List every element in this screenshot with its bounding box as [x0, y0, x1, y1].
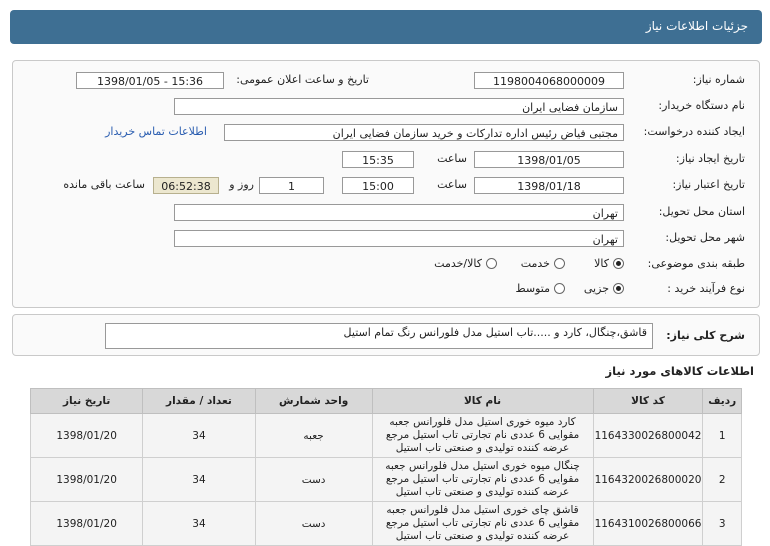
- cell-code: 1164330026800042: [593, 414, 703, 458]
- col-qty: تعداد / مقدار: [143, 389, 255, 414]
- need-number-field[interactable]: 1198004068000009: [474, 72, 624, 89]
- radio-selected-icon: [613, 283, 624, 294]
- cell-unit: دست: [255, 458, 372, 502]
- table-row[interactable]: [31, 458, 742, 502]
- category-option-goods[interactable]: کالا: [594, 257, 624, 270]
- cell-name: قاشق چای خوری استیل مدل فلورانس جعبه مقوایی 6 عددی نام تجارتی تاب استیل مرجع عرضه کننده تولیدی و صنعتی تاب استیل: [372, 502, 593, 546]
- validity-time-label: ساعت: [437, 178, 467, 191]
- cell-qty: 34: [143, 502, 255, 546]
- need-info-panel: [12, 60, 760, 308]
- cell-unit: دست: [255, 502, 372, 546]
- created-date-field[interactable]: 1398/01/05: [474, 151, 624, 168]
- items-table: [30, 388, 742, 546]
- cell-date: 1398/01/20: [31, 414, 143, 458]
- cell-unit: جعبه: [255, 414, 372, 458]
- col-row: ردیف: [703, 389, 742, 414]
- category-option-goods-service[interactable]: کالا/خدمت: [434, 257, 497, 270]
- table-row[interactable]: [31, 502, 742, 546]
- cell-qty: 34: [143, 414, 255, 458]
- summary-panel: [12, 314, 760, 356]
- radio-empty-icon: [554, 258, 565, 269]
- cell-code: 1164310026800066: [593, 502, 703, 546]
- process-option-medium[interactable]: متوسط: [515, 282, 565, 295]
- radio-selected-icon: [613, 258, 624, 269]
- process-option-minor[interactable]: جزیی: [584, 282, 624, 295]
- category-label: طبقه بندی موضوعی:: [647, 257, 745, 270]
- announce-label: تاریخ و ساعت اعلان عمومی:: [236, 73, 369, 86]
- cell-row: 1: [703, 414, 742, 458]
- cell-name: کارد میوه خوری استیل مدل فلورانس جعبه مقوایی 6 عددی نام تجارتی تاب استیل مرجع عرضه کننده تولیدی و صنعتی تاب استیل: [372, 414, 593, 458]
- days-label: روز و: [229, 178, 254, 191]
- buyer-org-field[interactable]: سازمان فضایی ایران: [174, 98, 624, 115]
- radio-empty-icon: [554, 283, 565, 294]
- need-number-label: شماره نیاز:: [692, 73, 745, 86]
- created-date-label: تاریخ ایجاد نیاز:: [675, 152, 745, 165]
- validity-date-field[interactable]: 1398/01/18: [474, 177, 624, 194]
- items-section-title: اطلاعات کالاهای مورد نیاز: [605, 364, 754, 378]
- summary-label: شرح کلی نیاز:: [666, 329, 745, 342]
- cell-code: 1164320026800020: [593, 458, 703, 502]
- cell-date: 1398/01/20: [31, 502, 143, 546]
- remaining-time-field: 06:52:38: [153, 177, 219, 194]
- province-label: استان محل تحویل:: [658, 205, 745, 218]
- category-option-service[interactable]: خدمت: [521, 257, 565, 270]
- validity-date-label: تاریخ اعتبار نیاز:: [672, 178, 745, 191]
- table-row[interactable]: [31, 414, 742, 458]
- creator-label: ایجاد کننده درخواست:: [643, 125, 745, 138]
- col-unit: واحد شمارش: [255, 389, 372, 414]
- radio-empty-icon: [486, 258, 497, 269]
- creator-field[interactable]: مجتبی فیاض رئیس اداره تدارکات و خرید سازمان فضایی ایران: [224, 124, 624, 141]
- summary-text: قاشق،چنگال، کارد و .....تاب استیل مدل فلورانس رنگ تمام استیل: [105, 323, 653, 349]
- days-field[interactable]: 1: [259, 177, 324, 194]
- city-field[interactable]: تهران: [174, 230, 624, 247]
- col-date: تاریخ نیاز: [31, 389, 143, 414]
- city-label: شهر محل تحویل:: [665, 231, 745, 244]
- cell-row: 3: [703, 502, 742, 546]
- cell-date: 1398/01/20: [31, 458, 143, 502]
- table-header-row: [31, 389, 742, 414]
- remaining-label: ساعت باقی مانده: [63, 178, 145, 191]
- created-time-field[interactable]: 15:35: [342, 151, 414, 168]
- buyer-org-label: نام دستگاه خریدار:: [658, 99, 745, 112]
- process-label: نوع فرآیند خرید :: [667, 282, 745, 295]
- buyer-contact-link[interactable]: اطلاعات تماس خریدار: [105, 125, 207, 138]
- col-name: نام کالا: [372, 389, 593, 414]
- province-field[interactable]: تهران: [174, 204, 624, 221]
- validity-time-field[interactable]: 15:00: [342, 177, 414, 194]
- created-time-label: ساعت: [437, 152, 467, 165]
- col-code: کد کالا: [593, 389, 703, 414]
- page-title: جزئیات اطلاعات نیاز: [645, 19, 748, 33]
- announce-field[interactable]: 1398/01/05 - 15:36: [76, 72, 224, 89]
- cell-name: چنگال میوه خوری استیل مدل فلورانس جعبه مقوایی 6 عددی نام تجارتی تاب استیل مرجع عرضه کننده تولیدی و صنعتی تاب استیل: [372, 458, 593, 502]
- cell-qty: 34: [143, 458, 255, 502]
- cell-row: 2: [703, 458, 742, 502]
- title-bar: [10, 10, 762, 44]
